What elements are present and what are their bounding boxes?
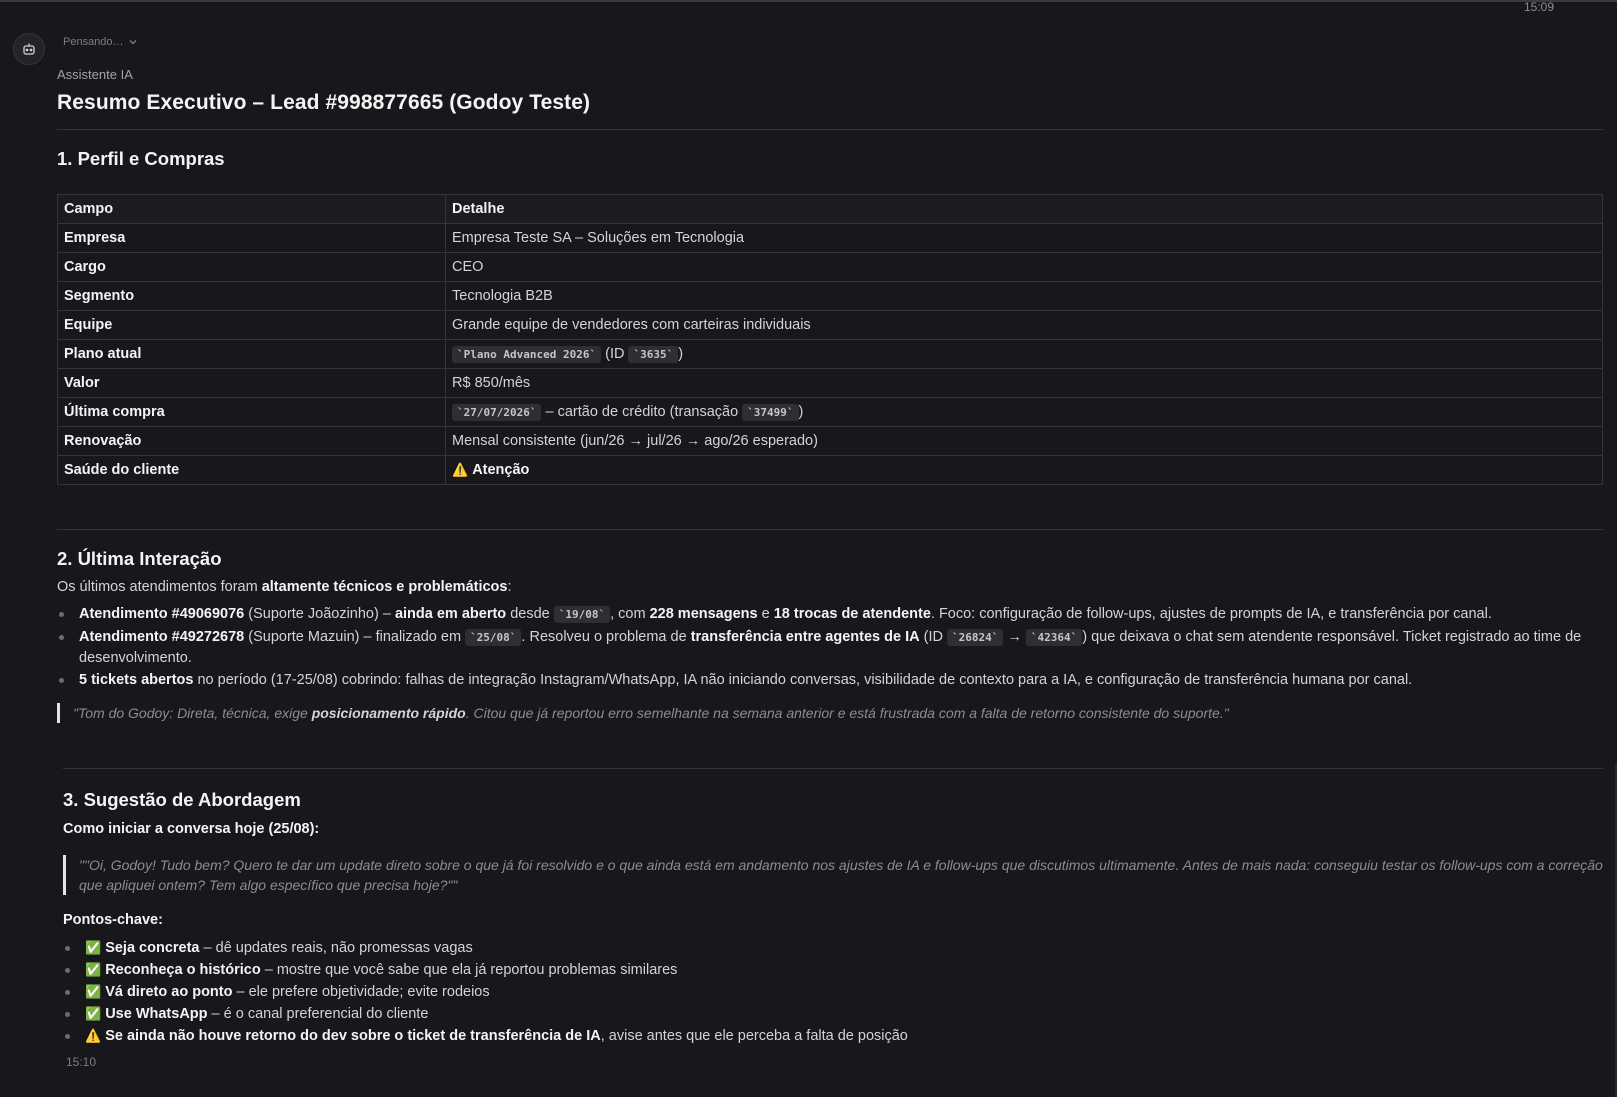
table-row (58, 311, 1603, 340)
text: ) que deixava o chat sem atendente responsável. Ticket registrado ao time de desenvolvimento. (79, 629, 1582, 666)
divider (57, 129, 1603, 130)
field-name: Valor (58, 369, 446, 398)
status-badge: Atenção (472, 462, 530, 478)
key-points-label: Pontos-chave: (63, 912, 163, 928)
top-divider (0, 0, 1617, 2)
text: . Citou que já reportou erro semelhante na semana anterior e está frustrada com a falta de retorno consistente do suporte." (465, 705, 1229, 721)
chevron-down-icon (128, 37, 138, 47)
previous-message-time: 15:09 (1524, 0, 1555, 14)
warning-icon: ⚠️ (85, 1028, 102, 1043)
column-header: Detalhe (446, 195, 1603, 224)
bold-text: Atendimento #49272678 (79, 629, 245, 645)
bold-text: Se ainda não houve retorno do dev sobre o ticket de transferência de IA (105, 1028, 601, 1044)
text: . Foco: configuração de follow-ups, ajustes de prompts de IA, e transferência por canal. (930, 606, 1492, 622)
inline-code: `25/08` (465, 629, 521, 646)
inline-code: `26824` (947, 629, 1003, 646)
thinking-toggle[interactable] (63, 36, 138, 48)
field-value: R$ 850/mês (446, 369, 1603, 398)
warning-icon: ⚠️ (452, 462, 469, 477)
interaction-list (57, 604, 1603, 690)
list-item (57, 670, 1603, 690)
field-value (446, 456, 1603, 485)
bold-text: ainda em aberto (394, 606, 507, 622)
field-value (446, 340, 1603, 369)
key-points-list (63, 938, 1603, 1046)
inline-code: `42364` (1026, 629, 1082, 646)
bold-text: Seja concreta (105, 940, 200, 956)
field-value (446, 398, 1603, 427)
inline-code: `27/07/2026` (452, 404, 541, 421)
suggested-message-quote: ""Oi, Godoy! Tudo bem? Quero te dar um update direto sobre o que já foi resolvido e o que ainda está em andamento nos ajustes de IA e follow-ups que discutimos ultimamente. Antes de mais nada: conseguiu testar os follow-ups com a correção que apliquei ontem? Tem algo específico que precisa hoje?"" (63, 855, 1603, 895)
field-value: Tecnologia B2B (446, 282, 1603, 311)
check-icon: ✅ (85, 940, 102, 955)
list-item (63, 1004, 1603, 1024)
text: e (761, 606, 770, 622)
assistant-avatar (13, 33, 45, 65)
text: – mostre que você sabe que ela já reportou problemas similares (264, 962, 678, 978)
section-heading: 3. Sugestão de Abordagem (63, 789, 301, 810)
bold-text: 5 tickets abertos (79, 672, 194, 688)
list-item (63, 938, 1603, 958)
list-item (57, 627, 1603, 668)
text: – cartão de crédito (transação (545, 404, 739, 420)
inline-code: `37499` (742, 404, 798, 421)
robot-icon (22, 42, 36, 56)
text: ) (798, 404, 804, 420)
arrow-icon: → (1007, 629, 1022, 645)
page-title: Resumo Executivo – Lead #998877665 (Godoy Teste) (57, 91, 591, 114)
sender-name: Assistente IA (57, 67, 133, 82)
field-value: Mensal consistente (jun/26 → jul/26 → ago/26 esperado) (446, 427, 1603, 456)
text: (ID (605, 346, 625, 362)
text: : (507, 579, 512, 595)
table-header-row (58, 195, 1603, 224)
list-item (63, 982, 1603, 1002)
bold-text: posicionamento rápido (311, 705, 466, 721)
text: no período (17-25/08) cobrindo: falhas de integração Instagram/WhatsApp, IA não iniciando conversas, visibilidade de contexto para a IA, e configuração de transferência humana por canal. (197, 672, 1413, 688)
bold-text: Reconheça o histórico (105, 962, 261, 978)
field-name: Saúde do cliente (58, 456, 446, 485)
table-row (58, 253, 1603, 282)
section-heading: 1. Perfil e Compras (57, 148, 225, 169)
column-header: Campo (58, 195, 446, 224)
table-row (58, 456, 1603, 485)
field-value: CEO (446, 253, 1603, 282)
divider (63, 768, 1603, 769)
divider (57, 529, 1603, 530)
text: (Suporte Joãozinho) – (248, 606, 391, 622)
list-item (63, 1026, 1603, 1046)
table-row (58, 427, 1603, 456)
check-icon: ✅ (85, 1006, 102, 1021)
bold-text: transferência entre agentes de IA (690, 629, 920, 645)
check-icon: ✅ (85, 962, 102, 977)
field-name: Cargo (58, 253, 446, 282)
bold-text: 228 mensagens (649, 606, 758, 622)
section-heading: 2. Última Interação (57, 548, 222, 569)
check-icon: ✅ (85, 984, 102, 999)
list-item (63, 960, 1603, 980)
text: . Resolveu o problema de (521, 629, 687, 645)
inline-code: `Plano Advanced 2026` (452, 346, 601, 363)
bold-text: Use WhatsApp (105, 1006, 208, 1022)
field-value: Empresa Teste SA – Soluções em Tecnologia (446, 224, 1603, 253)
section-intro (57, 577, 1603, 597)
message-time: 15:10 (66, 1055, 97, 1069)
approach-section (63, 768, 1603, 1048)
bold-text: Vá direto ao ponto (105, 984, 233, 1000)
inline-code: `3635` (628, 346, 678, 363)
field-name: Última compra (58, 398, 446, 427)
profile-table (57, 194, 1603, 485)
table-row (58, 369, 1603, 398)
field-name: Plano atual (58, 340, 446, 369)
customer-tone-quote (57, 703, 1603, 723)
text: – é o canal preferencial do cliente (211, 1006, 429, 1022)
text: – dê updates reais, não promessas vagas (203, 940, 473, 956)
text: ) (678, 346, 684, 362)
table-row (58, 224, 1603, 253)
thinking-label: Pensando… (63, 36, 124, 48)
text: (ID (923, 629, 943, 645)
list-item (57, 604, 1603, 625)
inline-code: `19/08` (554, 606, 610, 623)
text: desde (510, 606, 550, 622)
message-content (57, 88, 1603, 723)
table-row (58, 398, 1603, 427)
text: , avise antes que ele perceba a falta de posição (600, 1028, 908, 1044)
bold-text: altamente técnicos e problemáticos (261, 579, 508, 595)
text: (Suporte Mazuin) – finalizado em (248, 629, 462, 645)
text: "Tom do Godoy: Direta, técnica, exige (73, 705, 308, 721)
bold-text: Atendimento #49069076 (79, 606, 245, 622)
text: Os últimos atendimentos foram (57, 579, 258, 595)
table-row (58, 340, 1603, 369)
table-row (58, 282, 1603, 311)
text: , com (610, 606, 646, 622)
field-name: Segmento (58, 282, 446, 311)
field-name: Empresa (58, 224, 446, 253)
subheading: Como iniciar a conversa hoje (25/08): (63, 821, 320, 837)
field-name: Equipe (58, 311, 446, 340)
field-value: Grande equipe de vendedores com carteiras individuais (446, 311, 1603, 340)
field-name: Renovação (58, 427, 446, 456)
bold-text: 18 trocas de atendente (773, 606, 931, 622)
text: – ele prefere objetividade; evite rodeios (236, 984, 490, 1000)
